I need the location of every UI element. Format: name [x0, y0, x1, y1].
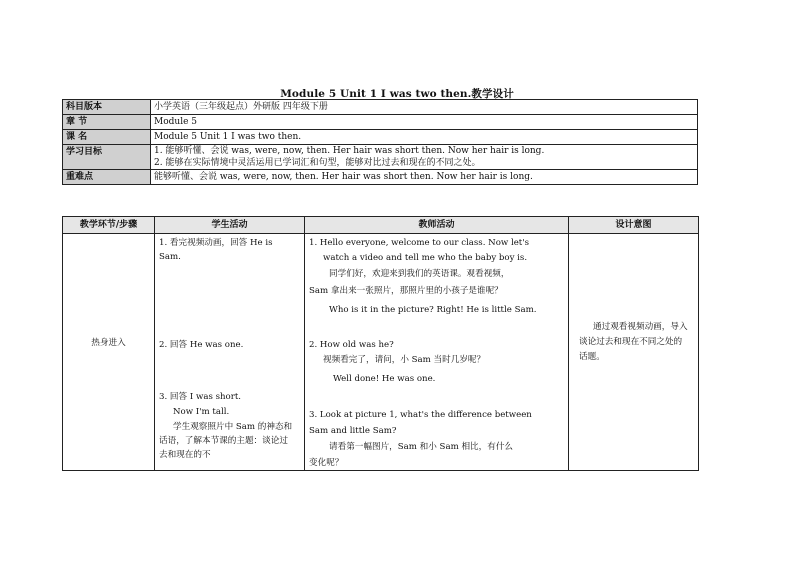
teaching-process-table — [62, 216, 699, 471]
info-label: 重难点 — [63, 170, 151, 185]
info-row — [63, 145, 698, 170]
header-stage: 教学环节/步骤 — [63, 217, 155, 234]
student-step-line: 学生观察照片中 Sam 的神态和话语，了解本节课的主题：谈论过去和现在的不 — [159, 422, 293, 460]
teacher-line: watch a video and tell me who the baby boy is. — [323, 253, 528, 263]
student-step: 2. 回答 He was one. — [159, 340, 244, 350]
student-step-line: Now I'm tall. — [173, 407, 230, 417]
info-value — [151, 145, 698, 170]
teacher-line: Sam 拿出来一张照片，那照片里的小孩子是谁呢？ — [309, 286, 503, 296]
table-row — [63, 234, 699, 471]
info-label: 学习目标 — [63, 145, 151, 170]
info-row — [63, 115, 698, 130]
info-label: 章 节 — [63, 115, 151, 130]
header-row — [63, 217, 699, 234]
student-activity-cell — [155, 234, 305, 471]
document-title: Module 5 Unit 1 I was two then.教学设计 — [280, 88, 514, 100]
teacher-activity-cell — [305, 234, 569, 471]
objective-line: 1. 能够听懂、会说 was, were, now, then. Her hair was short then. Now her hair is long. — [154, 146, 545, 156]
student-step: 3. 回答 I was short. — [159, 392, 242, 402]
header-intent: 设计意图 — [569, 217, 699, 234]
course-info-table — [62, 99, 698, 185]
header-student: 学生活动 — [155, 217, 305, 234]
design-intent-text: 通过观看视频动画，导入谈论过去和现在不同之处的话题。 — [579, 322, 688, 362]
teacher-line: 变化呢？ — [309, 458, 344, 468]
teacher-line: Well done! He was one. — [333, 374, 436, 384]
teacher-line: 请看第一幅图片，Sam 和小 Sam 相比，有什么 — [329, 442, 514, 452]
info-value: Module 5 Unit 1 I was two then. — [151, 130, 698, 145]
stage-cell: 热身进入 — [63, 234, 155, 471]
teacher-line: 3. Look at picture 1, what's the difference between — [309, 410, 532, 420]
info-row — [63, 100, 698, 115]
info-label: 科目版本 — [63, 100, 151, 115]
objective-line: 2. 能够在实际情境中灵活运用已学词汇和句型，能够对比过去和现在的不同之处。 — [154, 158, 481, 168]
info-value: 小学英语（三年级起点）外研版 四年级下册 — [151, 100, 698, 115]
info-row — [63, 130, 698, 145]
teacher-line: 1. Hello everyone, welcome to our class. Now let's — [309, 238, 530, 248]
teacher-line: 2. How old was he? — [309, 340, 394, 350]
teacher-line: 同学们好，欢迎来到我们的英语课。观看视频， — [329, 269, 510, 279]
header-teacher: 教师活动 — [305, 217, 569, 234]
teacher-line: 视频看完了，请问，小 Sam 当时几岁呢？ — [323, 355, 486, 365]
info-row — [63, 170, 698, 185]
info-value: 能够听懂、会说 was, were, now, then. Her hair was short then. Now her hair is long. — [151, 170, 698, 185]
student-step: 1. 看完视频动画，回答 He is Sam. — [159, 238, 273, 262]
teacher-line: Who is it in the picture? Right! He is little Sam. — [329, 305, 537, 315]
teacher-line: Sam and little Sam? — [309, 426, 397, 436]
info-value: Module 5 — [151, 115, 698, 130]
design-intent-cell — [569, 234, 699, 471]
info-label: 课 名 — [63, 130, 151, 145]
